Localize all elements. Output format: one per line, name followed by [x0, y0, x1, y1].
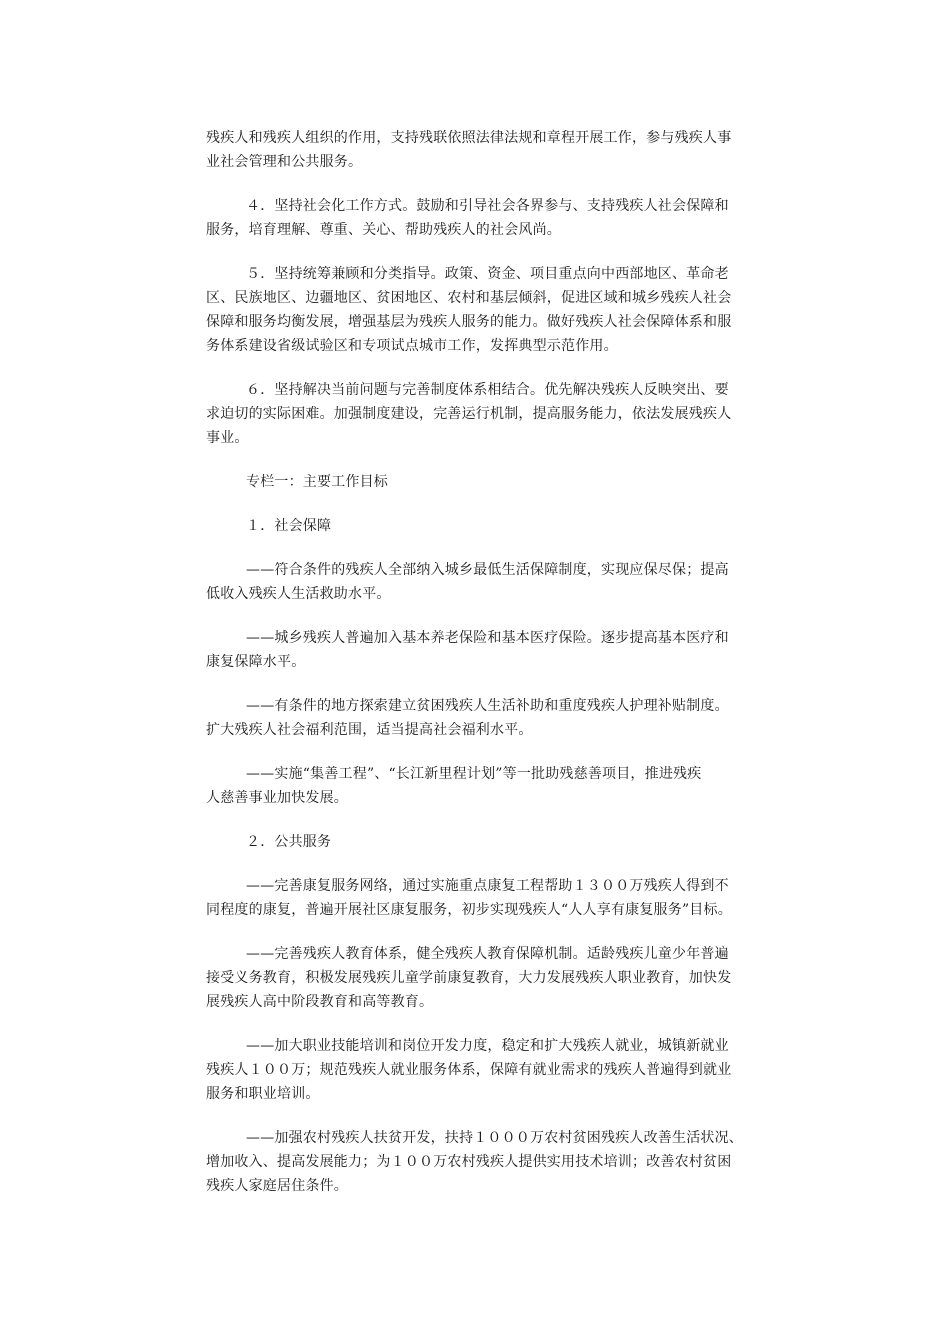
- section-subheading: １．社会保障: [246, 518, 332, 534]
- text-line: ——符合条件的残疾人全部纳入城乡最低生活保障制度，实现应保尽保；提高: [246, 562, 729, 578]
- text-line: ——实施“集善工程”、“长江新里程计划”等一批助残慈善项目，推进残疾: [246, 766, 702, 782]
- text-line: 区、民族地区、边疆地区、贫困地区、农村和基层倾斜，促进区域和城乡残疾人社会: [206, 290, 732, 306]
- section-heading: 专栏一：主要工作目标: [246, 474, 388, 490]
- text-line: 残疾人和残疾人组织的作用，支持残联依照法律法规和章程开展工作，参与残疾人事: [206, 130, 732, 146]
- text-line: ——加大职业技能培训和岗位开发力度，稳定和扩大残疾人就业，城镇新就业: [246, 1038, 729, 1054]
- text-line: 人慈善事业加快发展。: [206, 790, 348, 806]
- text-line: 残疾人１００万；规范残疾人就业服务体系，保障有就业需求的残疾人普遍得到就业: [206, 1062, 732, 1078]
- text-line: 业社会管理和公共服务。: [206, 154, 363, 170]
- text-line: ——加强农村残疾人扶贫开发，扶持１０００万农村贫困残疾人改善生活状况、: [246, 1130, 743, 1146]
- text-line: 服务，培育理解、尊重、关心、帮助残疾人的社会风尚。: [206, 222, 561, 238]
- text-line: 同程度的康复，普遍开展社区康复服务，初步实现残疾人“人人享有康复服务”目标。: [206, 902, 732, 918]
- text-line: ——城乡残疾人普遍加入基本养老保险和基本医疗保险。逐步提高基本医疗和: [246, 630, 729, 646]
- text-line: ——有条件的地方探索建立贫困残疾人生活补助和重度残疾人护理补贴制度。: [246, 698, 729, 714]
- text-line: ——完善康复服务网络，通过实施重点康复工程帮助１３００万残疾人得到不: [246, 878, 729, 894]
- text-line: 保障和服务均衡发展，增强基层为残疾人服务的能力。做好残疾人社会保障体系和服: [206, 314, 732, 330]
- text-line: 服务和职业培训。: [206, 1086, 320, 1102]
- text-line: 展残疾人高中阶段教育和高等教育。: [206, 994, 434, 1010]
- text-line: 扩大残疾人社会福利范围，适当提高社会福利水平。: [206, 722, 533, 738]
- text-line: ４．坚持社会化工作方式。鼓励和引导社会各界参与、支持残疾人社会保障和: [246, 198, 729, 214]
- text-line: 接受义务教育，积极发展残疾儿童学前康复教育，大力发展残疾人职业教育，加快发: [206, 970, 732, 986]
- text-line: 务体系建设省级试验区和专项试点城市工作，发挥典型示范作用。: [206, 338, 618, 354]
- text-line: ５．坚持统筹兼顾和分类指导。政策、资金、项目重点向中西部地区、革命老: [246, 266, 729, 282]
- text-line: 康复保障水平。: [206, 654, 306, 670]
- text-line: ６．坚持解决当前问题与完善制度体系相结合。优先解决残疾人反映突出、要: [246, 382, 729, 398]
- text-line: 增加收入、提高发展能力；为１００万农村残疾人提供实用技术培训；改善农村贫困: [206, 1154, 732, 1170]
- text-line: 残疾人家庭居住条件。: [206, 1178, 348, 1194]
- text-line: 低收入残疾人生活救助水平。: [206, 586, 391, 602]
- text-line: 事业。: [206, 430, 249, 446]
- section-subheading: ２．公共服务: [246, 834, 332, 850]
- text-line: 求迫切的实际困难。加强制度建设，完善运行机制，提高服务能力，依法发展残疾人: [206, 406, 732, 422]
- text-line: ——完善残疾人教育体系，健全残疾人教育保障机制。适龄残疾儿童少年普遍: [246, 946, 729, 962]
